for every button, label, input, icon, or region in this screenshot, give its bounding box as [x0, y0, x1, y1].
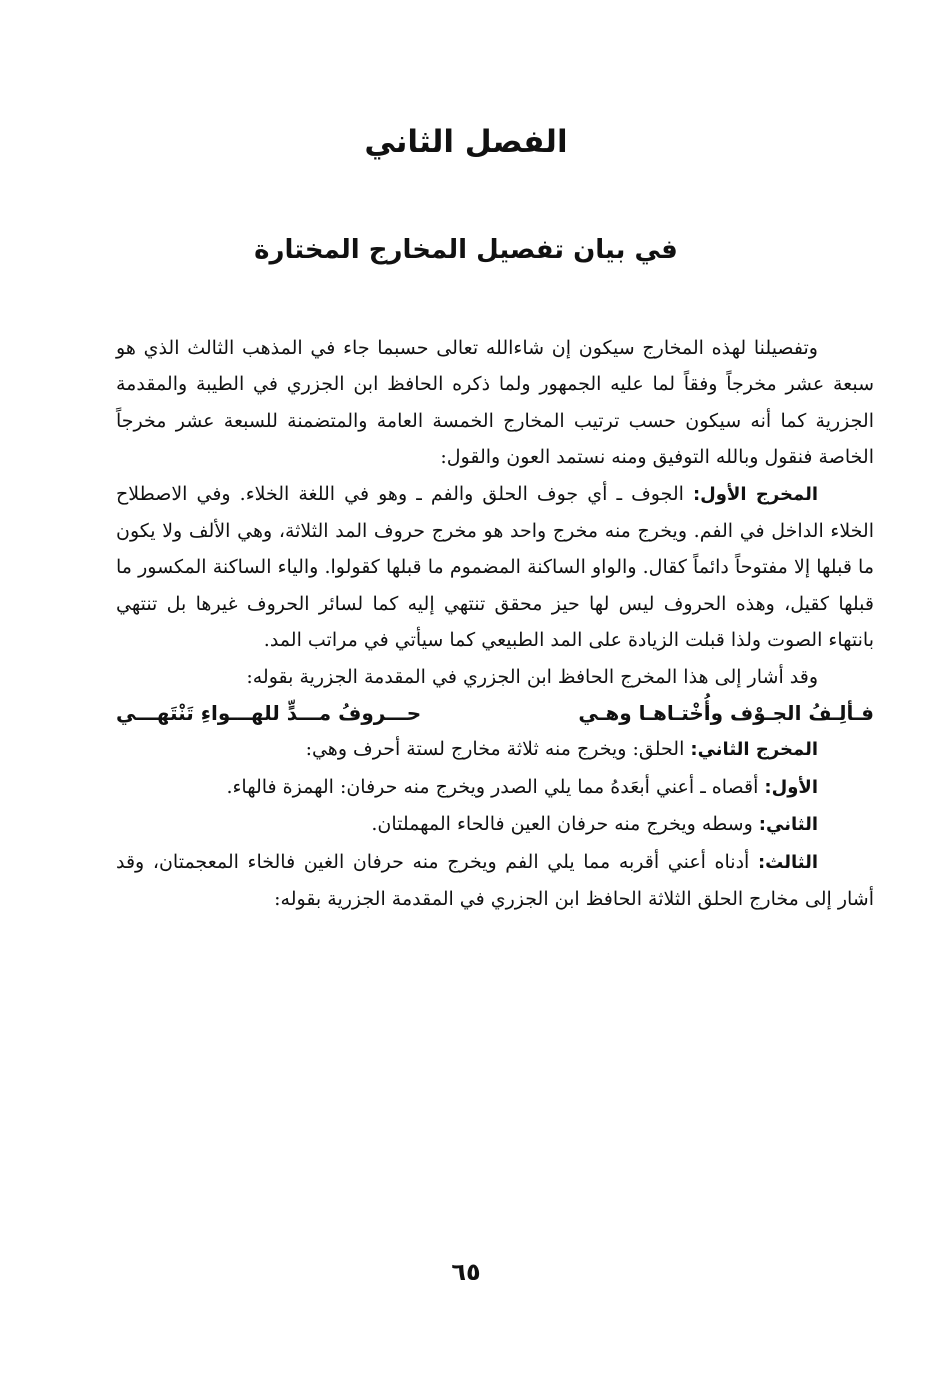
second-exit-term: المخرج الثاني: [690, 739, 818, 761]
first-point-term: الأول: [764, 776, 818, 798]
poem-intro-paragraph: وقد أشار إلى هذا المخرج الحافظ ابن الجزري في المقدمة الجزرية بقوله: [246, 665, 818, 688]
third-point-paragraph [116, 844, 874, 918]
verse-second-hemistich: حـــروفُ مـــدٍّ للهـــواءِ تَنْتَهـــي [116, 701, 422, 726]
section-title: في بيان تفصيل المخارج المختارة [254, 235, 678, 265]
second-point-paragraph [116, 806, 874, 843]
poem-verse [116, 695, 874, 731]
first-point-text: أقصاه ـ أعني أبعَدهُ مما يلي الصدر ويخرج منه حرفان: الهمزة فالهاء. [226, 775, 765, 798]
intro-paragraph: وتفصيلنا لهذه المخارج سيكون إن شاءالله تعالى حسبما جاء في المذهب الثالث الذي هو سبعة عشر مخرجاً وفقاً لما عليه الجمهور ولما ذكره الحافظ ابن الجزري في الطيبة والمقدمة الجزرية كما أنه سيكون حسب ترتيب المخارج الخمسة العامة والمتضمنة للسبعة عشر مخرجاً الخاصة فنقول وبالله التوفيق ومنه نستمد العون والقول: [116, 337, 874, 469]
page-number: ٦٥ [451, 1258, 481, 1286]
first-exit-term: المخرج الأول: [692, 483, 818, 505]
second-exit-paragraph [116, 731, 874, 768]
first-exit-paragraph [116, 476, 874, 659]
chapter-title: الفصل الثاني [364, 124, 568, 160]
second-point-text: وسطه ويخرج منه حرفان العين فالحاء المهملتان. [371, 813, 759, 836]
second-exit-text: الحلق: ويخرج منه ثلاثة مخارج لستة أحرف وهي: [305, 738, 691, 761]
third-point-term: الثالث: [757, 851, 818, 873]
first-exit-text: الجوف ـ أي جوف الحلق والفم ـ وهو في اللغة الخلاء. وفي الاصطلاح الخلاء الداخل في الفم. ويخرج منه مخرج واحد هو مخرج حروف المد الثلاثة، وهي الألف ولا يكون ما قبلها إلا مفتوحاً دائماً كقال. والواو الساكنة المضموم ما قبلها كقولوا. والياء الساكنة المكسور ما قبلها كقيل، وهذه الحروف ليس لها حيز محقق تنتهي إليه كما لسائر الحروف غيرها بل تنتهي بانتهاء الصوت ولذا قبلت الزيادة على المد الطبيعي كما سيأتي في مراتب المد. [116, 482, 874, 652]
second-point-term: الثاني: [758, 814, 818, 836]
verse-first-hemistich: فـألِـفُ الجـوْف وأُخْتـاهـا وهـي [578, 701, 874, 726]
first-point-paragraph [116, 769, 874, 806]
third-point-text: أدناه أعني أقربه مما يلي الفم ويخرج منه حرفان الغين فالخاء المعجمتان، وقد أشار إلى مخارج الحلق الثلاثة الحافظ ابن الجزري في المقدمة الجزرية بقوله: [116, 850, 874, 911]
body-text [116, 330, 874, 918]
